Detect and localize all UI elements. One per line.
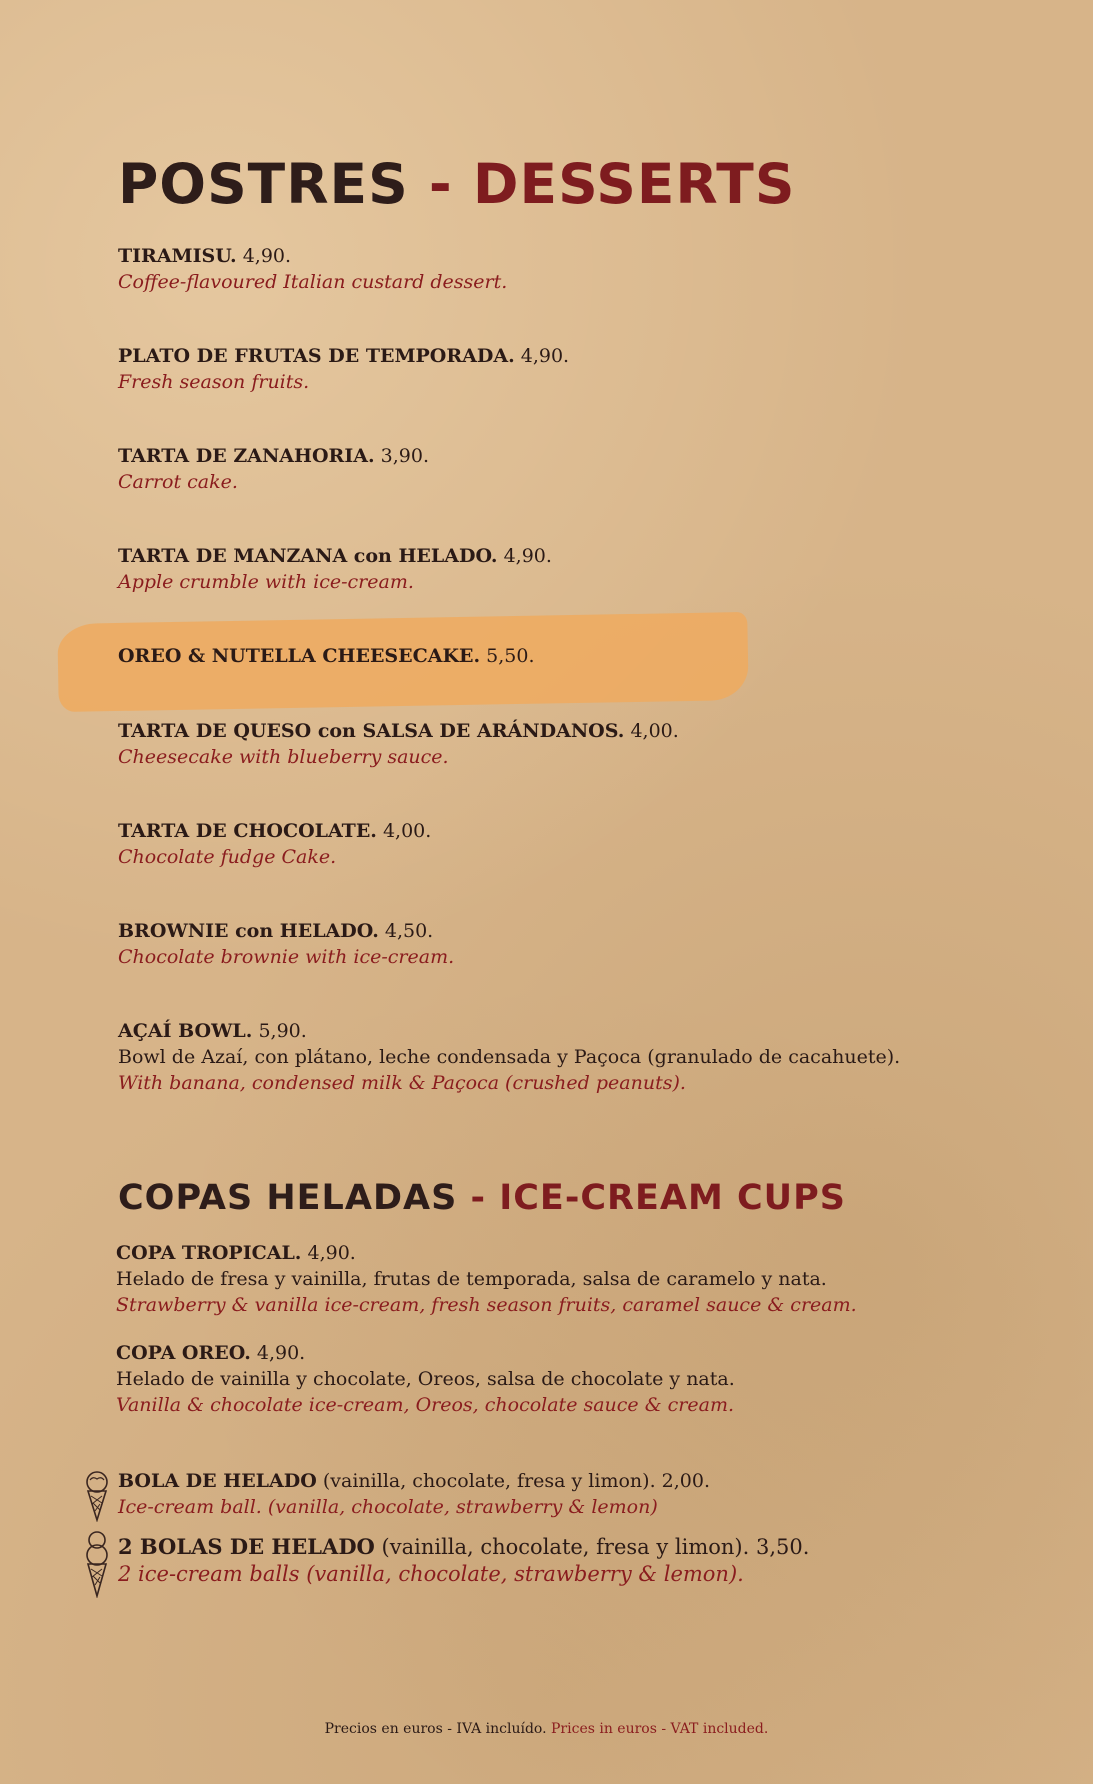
item-description-en: With banana, condensed milk & Paçoca (crushed peanuts). [118,1072,686,1094]
item-description-en: Ice-cream ball. (vanilla, chocolate, strawberry & lemon) [118,1496,658,1518]
item-description-en: Coffee-flavoured Italian custard dessert. [118,271,508,293]
menu-item-copa-oreo [116,1340,735,1418]
item-price: 3,50. [755,1535,810,1559]
menu-item-brownie [118,918,454,970]
item-name: TARTA DE MANZANA con HELADO. [118,545,498,567]
footer-note-es: Precios en euros - IVA incluído. [324,1721,547,1737]
menu-item-2-bolas-helado [118,1533,809,1588]
item-name: TIRAMISU. [118,245,237,267]
cups-title [118,1178,846,1218]
item-name: PLATO DE FRUTAS DE TEMPORADA. [118,345,515,367]
item-price: 4,50. [384,920,434,942]
item-name: 2 BOLAS DE HELADO [118,1534,375,1559]
menu-item-chocolate [118,818,431,870]
item-description-en: Chocolate fudge Cake. [118,846,337,868]
cups-title-es: COPAS HELADAS [118,1178,458,1218]
item-name: TARTA DE CHOCOLATE. [118,820,377,842]
item-description-es: Bowl de Azaí, con plátano, leche condensada y Paçoca (granulado de cacahuete). [118,1046,901,1068]
cups-title-en: ICE-CREAM CUPS [499,1178,846,1218]
item-price: 4,90. [503,545,552,567]
desserts-title-separator: - [428,152,453,216]
menu-item-oreo-nutella [118,643,535,669]
desserts-title-es: POSTRES [118,152,409,216]
item-name: AÇAÍ BOWL. [118,1020,253,1042]
menu-item-manzana [118,543,552,595]
item-description-en: Carrot cake. [118,471,238,493]
cups-title-separator: - [470,1178,487,1218]
item-description-en: Vanilla & chocolate ice-cream, Oreos, chocolate sauce & cream. [116,1394,735,1416]
item-options: (vainilla, chocolate, fresa y limon). [381,1535,750,1559]
item-name: TARTA DE QUESO con SALSA DE ARÁNDANOS. [118,720,625,742]
item-description-en: Fresh season fruits. [118,371,310,393]
item-price: 4,90. [307,1242,356,1264]
item-name: BROWNIE con HELADO. [118,920,379,942]
item-description-es: Helado de fresa y vainilla, frutas de temporada, salsa de caramelo y nata. [116,1268,827,1290]
item-price: 5,90. [258,1020,307,1042]
double-ice-cream-cone-icon [84,1530,110,1598]
item-price: 4,90. [256,1342,306,1364]
item-price: 4,00. [382,820,432,842]
menu-item-acai [118,1018,900,1096]
item-description-en: Apple crumble with ice-cream. [118,571,414,593]
menu-item-frutas [118,343,569,395]
item-name: COPA TROPICAL. [116,1242,302,1264]
menu-item-tiramisu [118,243,507,295]
item-description-en: 2 ice-cream balls (vanilla, chocolate, strawberry & lemon). [118,1562,744,1586]
item-name: OREO & NUTELLA CHEESECAKE. [118,645,481,667]
desserts-title [118,152,795,216]
item-price: 4,00. [630,720,679,742]
item-description-en: Chocolate brownie with ice-cream. [118,946,455,968]
item-name: BOLA DE HELADO [118,1470,317,1492]
item-price: 4,90. [242,245,292,267]
footer-note-en: Prices in euros - VAT included. [551,1721,769,1737]
menu-item-zanahoria [118,443,429,495]
menu-item-copa-tropical [116,1240,857,1318]
item-name: TARTA DE ZANAHORIA. [118,445,375,467]
item-price: 4,90. [520,345,570,367]
item-options: (vainilla, chocolate, fresa y limon). [322,1470,656,1492]
ice-cream-cone-icon [84,1470,110,1522]
item-name: COPA OREO. [116,1342,251,1364]
item-description-en: Cheesecake with blueberry sauce. [118,746,449,768]
footer-note [0,1721,1093,1737]
item-description-en: Strawberry & vanilla ice-cream, fresh season fruits, caramel sauce & cream. [116,1294,857,1316]
item-price: 2,00. [661,1470,711,1492]
menu-item-queso [118,718,679,770]
menu-item-bola-helado [118,1468,710,1520]
item-description-es: Helado de vainilla y chocolate, Oreos, salsa de chocolate y nata. [116,1368,735,1390]
item-price: 3,90. [380,445,429,467]
item-price: 5,50. [486,645,535,667]
desserts-title-en: DESSERTS [472,152,796,216]
